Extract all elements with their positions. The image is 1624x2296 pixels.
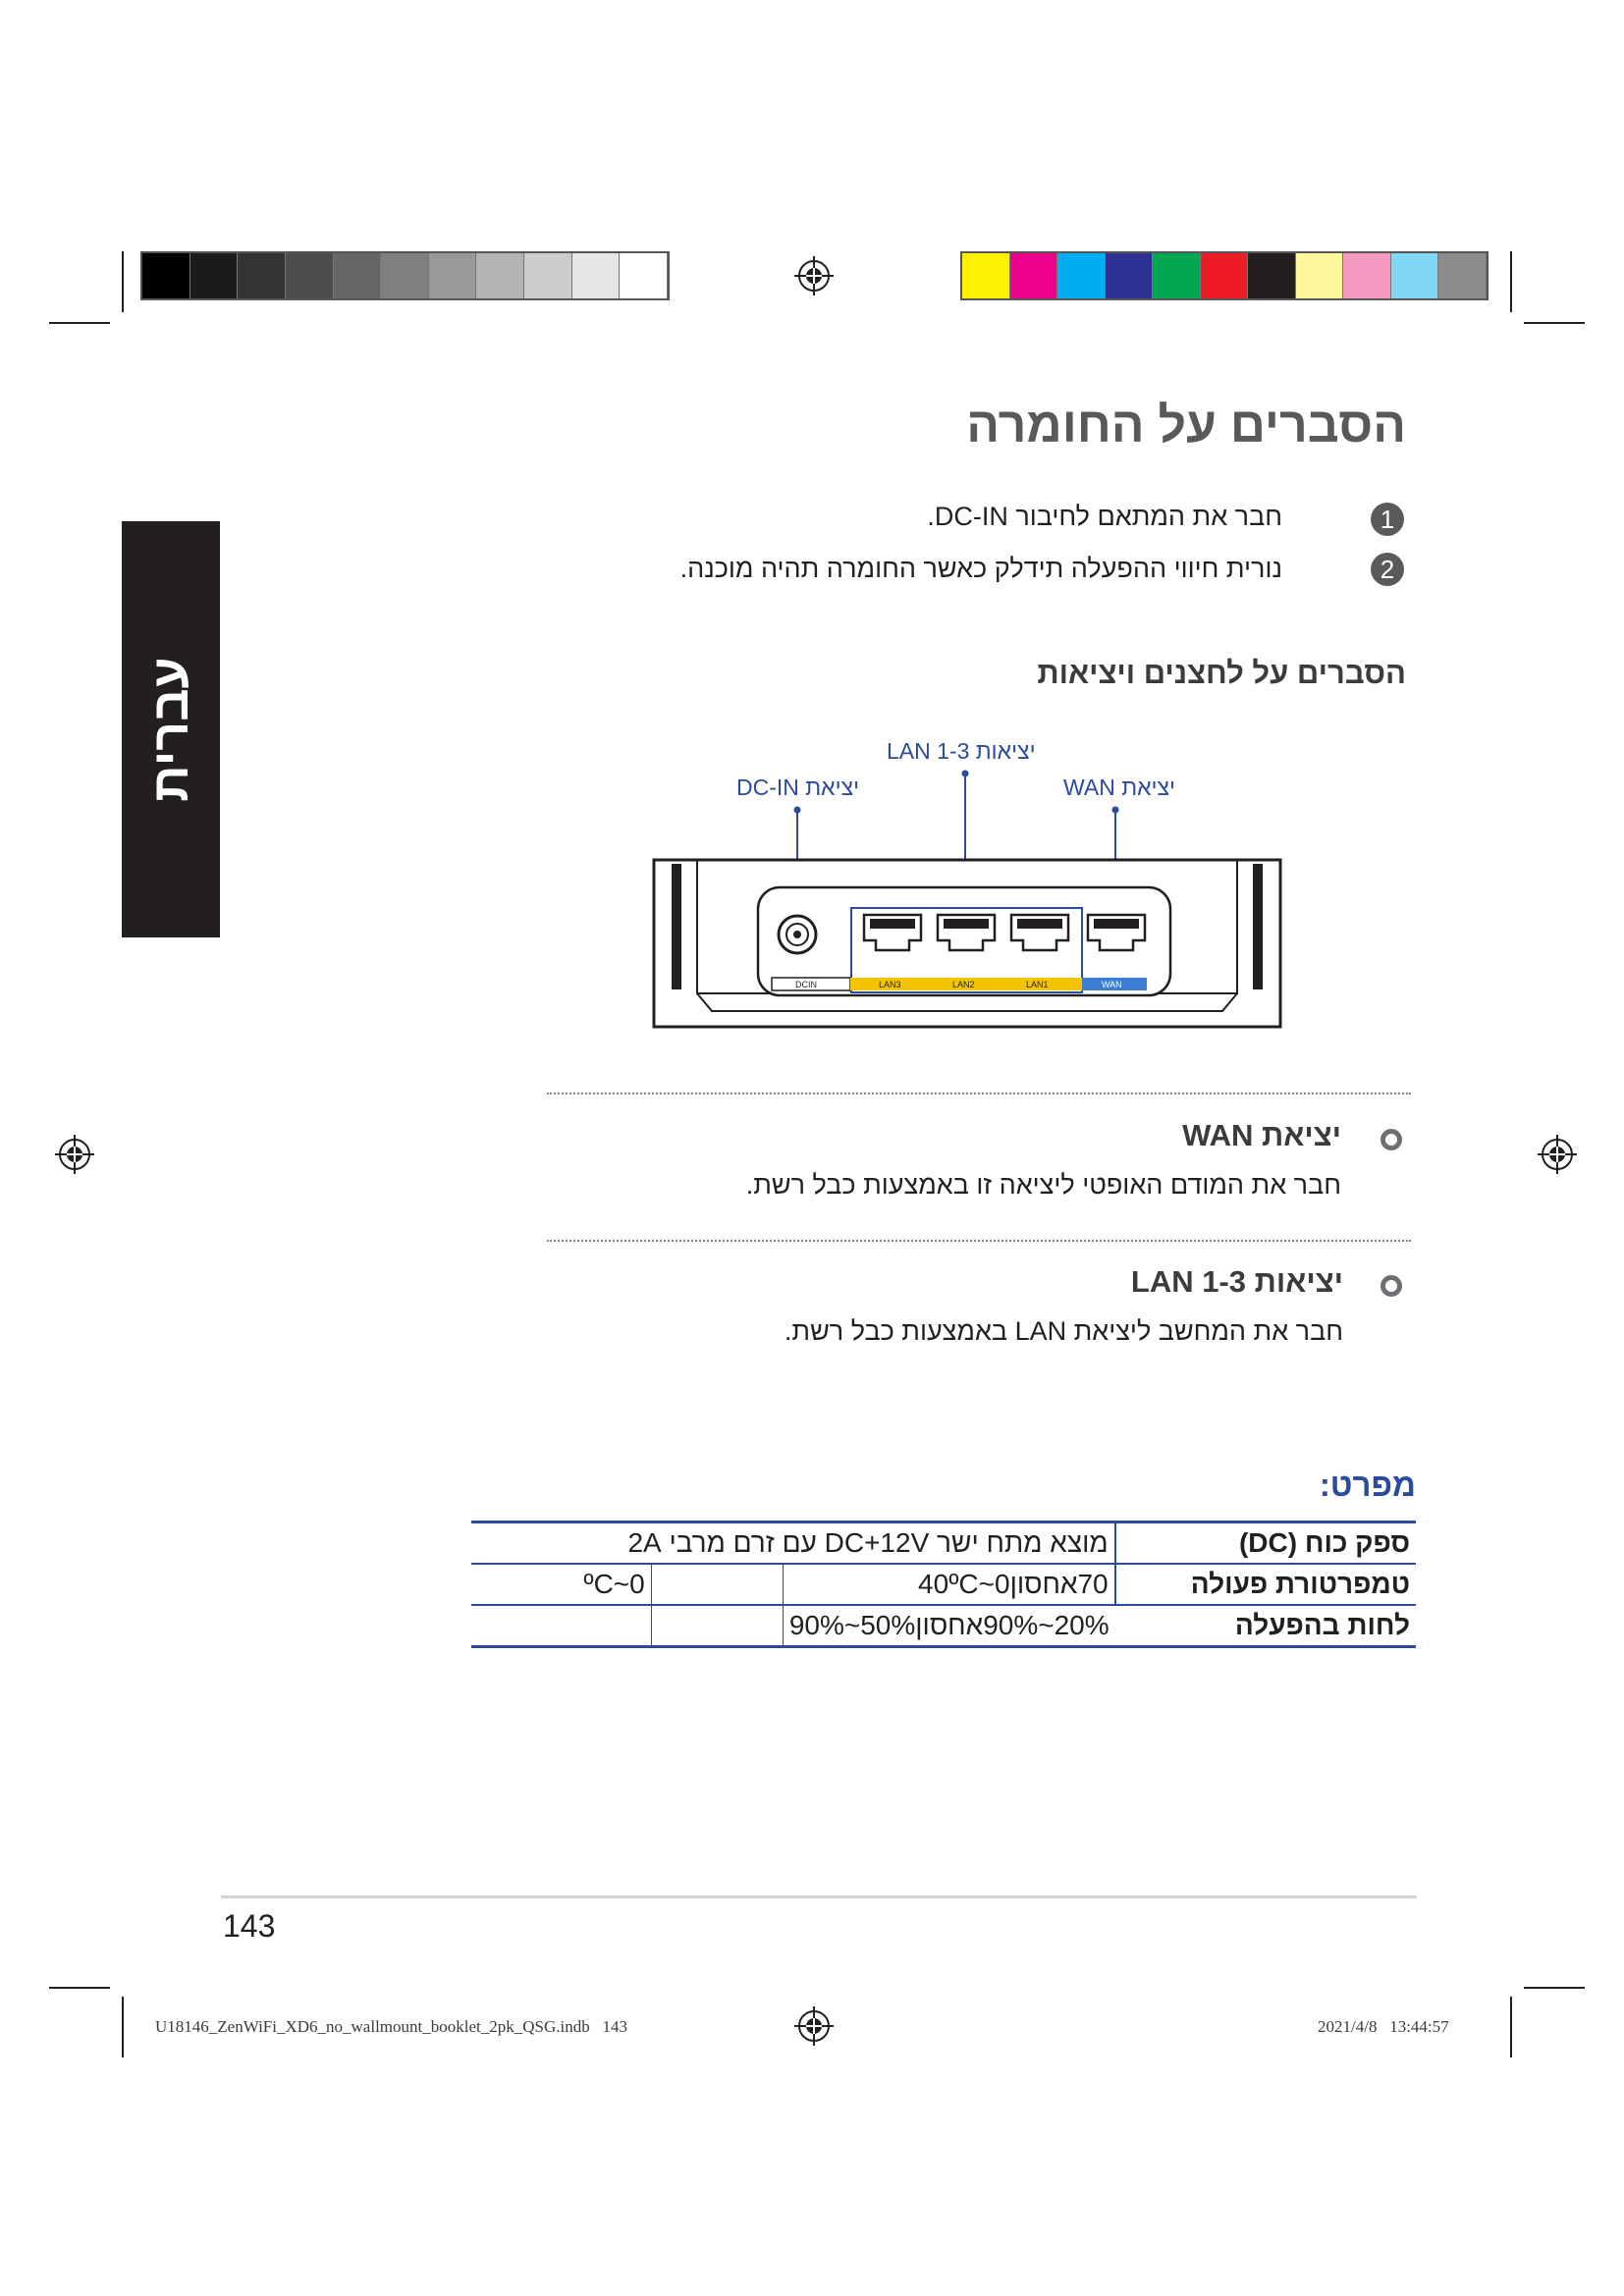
ring-bullet-icon xyxy=(1380,1129,1402,1150)
router-rear-panel-diagram xyxy=(648,766,1286,1033)
calibration-swatch xyxy=(238,253,286,298)
spec-label: טמפרטורת פעולה xyxy=(1190,1569,1410,1599)
calibration-swatch xyxy=(572,253,621,298)
calibration-swatch xyxy=(1343,253,1391,298)
calibration-swatch xyxy=(1153,253,1201,298)
language-tab xyxy=(122,521,220,937)
calibration-swatch xyxy=(1057,253,1106,298)
spec-cell-secondary: 50%~90% xyxy=(788,1610,916,1640)
crosshair-target-icon xyxy=(792,2004,836,2048)
calibration-swatch xyxy=(429,253,477,298)
spec-cell-empty xyxy=(651,1605,783,1647)
language-tab-label: עברית xyxy=(142,657,199,802)
calibration-swatch xyxy=(620,253,668,298)
ring-bullet-icon xyxy=(1380,1275,1402,1297)
print-timestamp: 2021/4/8 13:44:57 xyxy=(1318,2017,1449,2036)
hardware-section-title: הסברים על החומרה xyxy=(966,398,1406,453)
hardware-item-1-text: חבר את המתאם לחיבור DC-IN. xyxy=(927,502,1282,531)
spec-cell xyxy=(783,1564,1114,1605)
table-row xyxy=(471,1605,1416,1647)
port-label-lan2: LAN2 xyxy=(952,980,975,989)
section-divider xyxy=(547,1240,1411,1242)
file-info: U18146_ZenWiFi_XD6_no_wallmount_booklet_2pk_QSG.indb 143 xyxy=(155,2017,627,2036)
crop-mark xyxy=(1510,1997,1512,2057)
grayscale-calibration-bar xyxy=(140,251,670,300)
calibration-swatch xyxy=(1010,253,1058,298)
table-row xyxy=(471,1522,1416,1565)
spec-label: לחות בהפעלה xyxy=(1234,1610,1410,1640)
color-calibration-bar xyxy=(960,251,1489,300)
calibration-swatch xyxy=(476,253,524,298)
calibration-swatch xyxy=(524,253,572,298)
port-label-lan1: LAN1 xyxy=(1026,980,1049,989)
port-label-wan: WAN xyxy=(1102,980,1122,989)
spec-cell-main: 20%~90%אחסון xyxy=(915,1610,1110,1640)
calibration-swatch xyxy=(190,253,239,298)
spec-cell-main: 70אחסון xyxy=(1009,1569,1109,1599)
spec-cell: מוצא מתח ישר DC+12V עם זרם מרבי 2A xyxy=(471,1522,1115,1565)
calibration-swatch xyxy=(381,253,429,298)
port-label-dcin: DCIN xyxy=(795,980,817,989)
number-2-icon: 2 xyxy=(1371,553,1404,586)
table-row xyxy=(471,1564,1416,1605)
calibration-swatch xyxy=(1391,253,1439,298)
section-divider xyxy=(547,1093,1411,1095)
spec-cell-secondary: 40ºC~0 xyxy=(918,1569,1010,1599)
crosshair-target-icon xyxy=(1536,1133,1579,1176)
lan-entry-title: יציאות LAN 1-3 xyxy=(1130,1264,1343,1299)
crop-mark xyxy=(1524,1987,1585,1989)
crop-mark xyxy=(49,322,110,324)
footer-rule xyxy=(221,1896,1417,1898)
hardware-item-2-text: נורית חיווי ההפעלה תידלק כאשר החומרה תהיה מוכנה. xyxy=(679,554,1282,583)
wan-callout-label: יציאת WAN xyxy=(1063,774,1176,800)
spec-cell-empty xyxy=(651,1564,783,1605)
crosshair-target-icon xyxy=(53,1133,96,1176)
spec-cell: ºC~0 xyxy=(471,1564,651,1605)
spec-cell xyxy=(783,1605,1114,1647)
spec-section-title: מפרט: xyxy=(1319,1467,1416,1503)
crop-mark xyxy=(122,1997,124,2057)
calibration-swatch xyxy=(334,253,382,298)
calibration-swatch xyxy=(142,253,190,298)
spec-table xyxy=(471,1521,1416,1648)
calibration-swatch xyxy=(962,253,1010,298)
dcin-callout-label: יציאת DC-IN xyxy=(736,774,860,800)
spec-label: ספק כוח (DC) xyxy=(1238,1527,1410,1558)
wan-entry-text: חבר את המודם האופטי ליציאה זו באמצעות כבל רשת. xyxy=(745,1170,1341,1200)
crop-mark xyxy=(49,1987,110,1989)
wan-entry-title: יציאת WAN xyxy=(1182,1118,1341,1152)
calibration-swatch xyxy=(1296,253,1344,298)
calibration-swatch xyxy=(1248,253,1296,298)
crosshair-target-icon xyxy=(792,254,836,297)
lan-entry-text: חבר את המחשב ליציאת LAN באמצעות כבל רשת. xyxy=(784,1316,1343,1346)
lan-callout-label: יציאות LAN 1-3 xyxy=(887,738,1036,764)
calibration-swatch xyxy=(1438,253,1487,298)
ports-section-title: הסברים על לחצנים ויציאות xyxy=(1037,656,1406,690)
page-number: 143 xyxy=(223,1908,276,1944)
port-label-lan3: LAN3 xyxy=(879,980,901,989)
number-1-icon: 1 xyxy=(1371,503,1404,536)
calibration-swatch xyxy=(1201,253,1249,298)
crop-mark xyxy=(1510,251,1512,312)
calibration-swatch xyxy=(1106,253,1154,298)
calibration-swatch xyxy=(286,253,334,298)
crop-mark xyxy=(122,251,124,312)
crop-mark xyxy=(1524,322,1585,324)
spec-cell xyxy=(471,1605,651,1647)
